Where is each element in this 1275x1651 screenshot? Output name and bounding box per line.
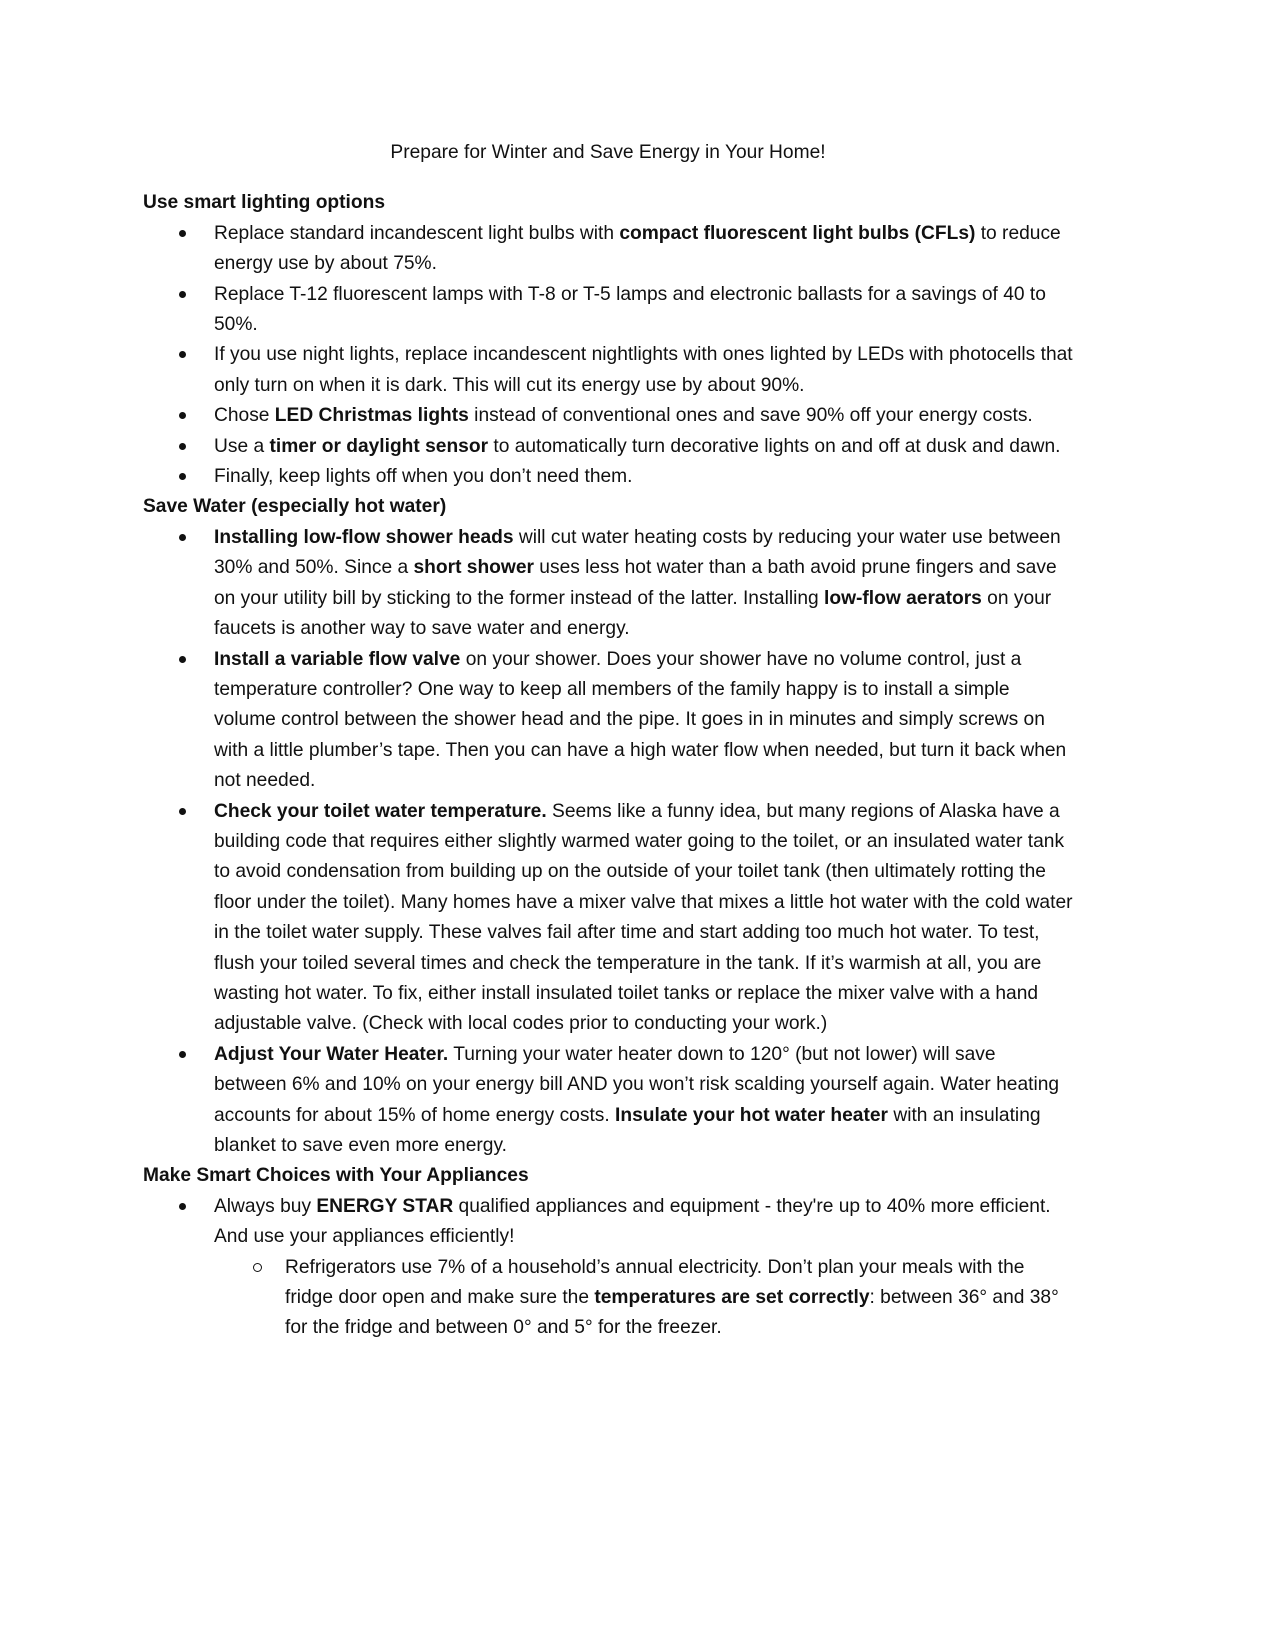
list-item: Adjust Your Water Heater. Turning your water heater down to 120° (but not lower) will save between 6% and 10% on your energy bill AND you won’t risk scalding yourself again. Water heating accounts for about 15% of home energy costs. Insulate your hot water heater with an insulating blanket to save even more energy. <box>143 1040 1073 1162</box>
list-item: Always buy ENERGY STAR qualified appliances and equipment - they're up to 40% more efficient. And use your appliances efficiently! Refrigerators use 7% of a household’s annual electricity. Don’t plan your meals with the fridge door open and make sure the temperatures are set correctly: between 36° and 38° for the fridge and between 0° and 5° for the freezer. <box>143 1192 1073 1344</box>
list-item: Chose LED Christmas lights instead of conventional ones and save 90% off your energy costs. <box>143 401 1073 431</box>
bullet-icon <box>179 443 186 450</box>
bullet-icon <box>179 412 186 419</box>
document-page <box>143 138 1073 1344</box>
list-item: Install a variable flow valve on your shower. Does your shower have no volume control, just a temperature controller? One way to keep all members of the family happy is to install a simple volume control between the shower head and the pipe. It goes in in minutes and simply screws on with a little plumber’s tape. Then you can have a high water flow when needed, but turn it back when not needed. <box>143 645 1073 797</box>
list-item: Replace standard incandescent light bulbs with compact fluorescent light bulbs (CFLs) to reduce energy use by about 75%. <box>143 219 1073 280</box>
list-item: Use a timer or daylight sensor to automatically turn decorative lights on and off at dusk and dawn. <box>143 432 1073 462</box>
list-item: Check your toilet water temperature. Seems like a funny idea, but many regions of Alaska have a building code that requires either slightly warmed water going to the toilet, or an insulated water tank to avoid condensation from building up on the outside of your toilet tank (then ultimately rotting the floor under the toilet). Many homes have a mixer valve that mixes a little hot water with the cold water in the toilet water supply. These valves fail after time and start adding too much hot water. To test, flush your toiled several times and check the temperature in the tank. If it’s warmish at all, you are wasting hot water. To fix, either install insulated toilet tanks or replace the mixer valve with a hand adjustable valve. (Check with local codes prior to conducting your work.) <box>143 797 1073 1040</box>
bullet-icon <box>179 656 186 663</box>
bullet-icon <box>179 1203 186 1210</box>
bullet-icon <box>179 473 186 480</box>
bullet-icon <box>179 1051 186 1058</box>
list-item: Installing low-flow shower heads will cut water heating costs by reducing your water use between 30% and 50%. Since a short shower uses less hot water than a bath avoid prune fingers and save on your utility bill by sticking to the former instead of the latter. Installing low-flow aerators on your faucets is another way to save water and energy. <box>143 523 1073 645</box>
document-title: Prepare for Winter and Save Energy in Your Home! <box>390 142 826 163</box>
section-heading-lighting: Use smart lighting options <box>143 192 385 214</box>
water-list <box>143 523 1073 1162</box>
bullet-icon <box>179 534 186 541</box>
bullet-icon <box>179 230 186 237</box>
section-heading-water: Save Water (especially hot water) <box>143 496 447 518</box>
bullet-icon <box>179 351 186 358</box>
appliances-sublist <box>214 1253 1073 1344</box>
appliances-list <box>143 1192 1073 1344</box>
bullet-icon <box>179 808 186 815</box>
list-item: Finally, keep lights off when you don’t need them. <box>143 462 1073 492</box>
circle-bullet-icon <box>253 1263 262 1272</box>
list-item: If you use night lights, replace incandescent nightlights with ones lighted by LEDs with photocells that only turn on when it is dark. This will cut its energy use by about 90%. <box>143 340 1073 401</box>
section-heading-appliances: Make Smart Choices with Your Appliances <box>143 1165 529 1187</box>
list-item: Replace T-12 fluorescent lamps with T-8 or T-5 lamps and electronic ballasts for a savings of 40 to 50%. <box>143 280 1073 341</box>
bullet-icon <box>179 291 186 298</box>
lighting-list <box>143 219 1073 493</box>
sub-list-item: Refrigerators use 7% of a household’s annual electricity. Don’t plan your meals with the fridge door open and make sure the temperatures are set correctly: between 36° and 38° for the fridge and between 0° and 5° for the freezer. <box>214 1253 1073 1344</box>
